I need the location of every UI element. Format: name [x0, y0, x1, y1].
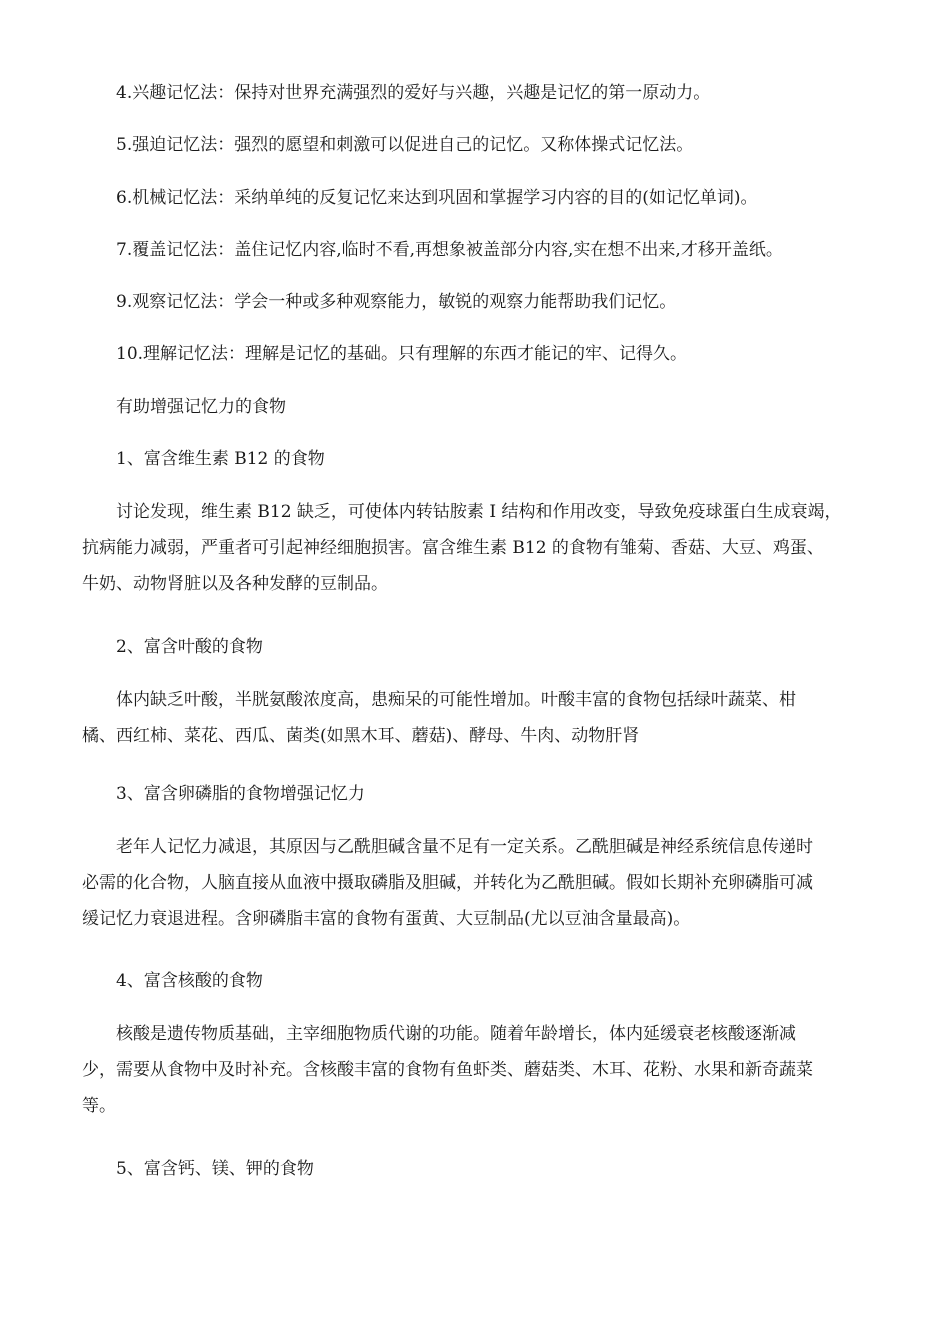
paragraph-line: 橘、西红柿、菜花、西瓜、菌类(如黑木耳、蘑菇)、酵母、牛肉、动物肝肾 — [82, 726, 640, 746]
paragraph-line: 核酸是遗传物质基础，主宰细胞物质代谢的功能。随着年龄增长，体内延缓衰老核酸逐渐减 — [116, 1024, 796, 1044]
subheading-folic-acid: 2、富含叶酸的食物 — [116, 637, 263, 657]
paragraph-lecithin — [82, 829, 872, 937]
paragraph-line: 老年人记忆力减退，其原因与乙酰胆碱含量不足有一定关系。乙酰胆碱是神经系统信息传递时 — [116, 837, 813, 857]
paragraph-b12 — [82, 494, 872, 602]
memory-method-6: 6.机械记忆法：采纳单纯的反复记忆来达到巩固和掌握学习内容的目的(如记忆单词)。 — [116, 188, 758, 208]
subheading-lecithin: 3、富含卵磷脂的食物增强记忆力 — [116, 784, 365, 804]
paragraph-nucleic-acid — [82, 1016, 872, 1124]
memory-method-10: 10.理解记忆法：理解是记忆的基础。只有理解的东西才能记的牢、记得久。 — [116, 344, 688, 364]
paragraph-line: 等。 — [82, 1096, 116, 1116]
subheading-nucleic-acid: 4、富含核酸的食物 — [116, 971, 263, 991]
paragraph-folic-acid — [82, 682, 872, 754]
memory-method-5: 5.强迫记忆法：强烈的愿望和刺激可以促进自己的记忆。又称体操式记忆法。 — [116, 135, 694, 155]
paragraph-line: 抗病能力减弱，严重者可引起神经细胞损害。富含维生素 B12 的食物有雏菊、香菇、大豆、鸡蛋、 — [82, 538, 824, 558]
paragraph-line: 少，需要从食物中及时补充。含核酸丰富的食物有鱼虾类、蘑菇类、木耳、花粉、水果和新奇蔬菜 — [82, 1060, 813, 1080]
subheading-minerals: 5、富含钙、镁、钾的食物 — [116, 1159, 314, 1179]
memory-method-4: 4.兴趣记忆法：保持对世界充满强烈的爱好与兴趣，兴趣是记忆的第一原动力。 — [116, 83, 711, 103]
paragraph-line: 缓记忆力衰退进程。含卵磷脂丰富的食物有蛋黄、大豆制品(尤以豆油含量最高)。 — [82, 909, 691, 929]
paragraph-line: 必需的化合物，人脑直接从血液中摄取磷脂及胆碱，并转化为乙酰胆碱。假如长期补充卵磷脂可减 — [82, 873, 813, 893]
paragraph-line: 牛奶、动物肾脏以及各种发酵的豆制品。 — [82, 574, 388, 594]
paragraph-line: 体内缺乏叶酸，半胱氨酸浓度高，患痴呆的可能性增加。叶酸丰富的食物包括绿叶蔬菜、柑 — [116, 690, 796, 710]
memory-method-7: 7.覆盖记忆法：盖住记忆内容,临时不看,再想象被盖部分内容,实在想不出来,才移开盖纸。 — [116, 240, 783, 260]
section-heading: 有助增强记忆力的食物 — [116, 397, 286, 417]
paragraph-line: 讨论发现，维生素 B12 缺乏，可使体内转钴胺素 I 结构和作用改变，导致免疫球蛋白生成衰竭， — [116, 502, 842, 522]
subheading-b12: 1、富含维生素 B12 的食物 — [116, 449, 325, 469]
memory-method-9: 9.观察记忆法：学会一种或多种观察能力，敏锐的观察力能帮助我们记忆。 — [116, 292, 677, 312]
